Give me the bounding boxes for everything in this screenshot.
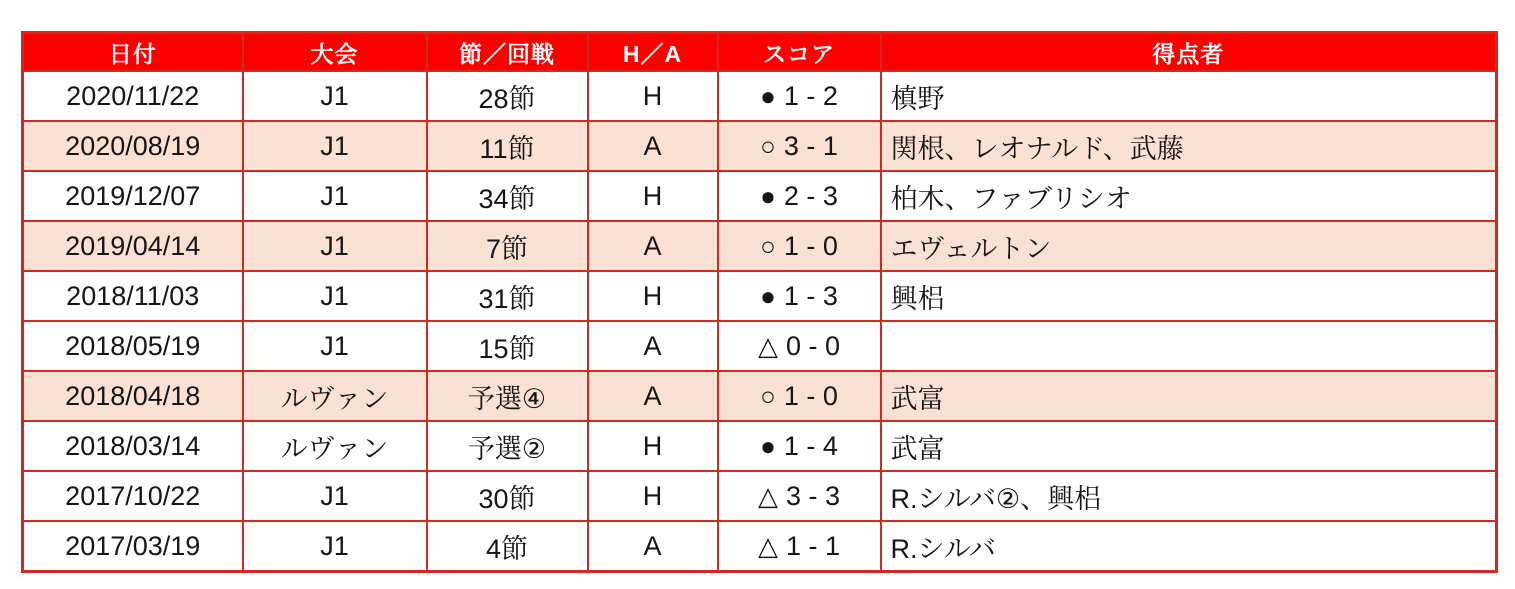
cell-round: 30節 [427, 471, 588, 521]
cell-scorers: 関根、レオナルド、武藤 [881, 121, 1497, 171]
cell-score [718, 71, 881, 121]
col-header-home-away: H／A [588, 33, 718, 72]
cell-score [718, 421, 881, 471]
cell-home-away: A [588, 121, 718, 171]
cell-home-away: H [588, 71, 718, 121]
cell-round: 11節 [427, 121, 588, 171]
cell-home-away: A [588, 221, 718, 271]
cell-round: 34節 [427, 171, 588, 221]
score-text: 1 - 0 [783, 230, 838, 261]
result-mark-icon: ● [760, 80, 776, 111]
cell-scorers: エヴェルトン [881, 221, 1497, 271]
cell-competition: J1 [243, 221, 427, 271]
cell-competition: J1 [243, 471, 427, 521]
score-text: 3 - 1 [783, 130, 838, 161]
cell-competition: ルヴァン [243, 371, 427, 421]
cell-score [718, 121, 881, 171]
cell-scorers: 柏木、ファブリシオ [881, 171, 1497, 221]
cell-date: 2017/03/19 [23, 521, 243, 572]
col-header-score: スコア [718, 33, 881, 72]
cell-date: 2018/03/14 [23, 421, 243, 471]
table-row [23, 321, 1497, 371]
cell-score [718, 471, 881, 521]
match-history-table [21, 31, 1498, 573]
cell-scorers: 武富 [881, 371, 1497, 421]
cell-scorers: 槙野 [881, 71, 1497, 121]
cell-round: 31節 [427, 271, 588, 321]
cell-score [718, 371, 881, 421]
cell-score [718, 271, 881, 321]
result-mark-icon: ○ [760, 130, 776, 161]
cell-date: 2019/12/07 [23, 171, 243, 221]
cell-scorers: 興梠 [881, 271, 1497, 321]
score-text: 1 - 4 [783, 430, 838, 461]
cell-scorers: R.シルバ [881, 521, 1497, 572]
cell-date: 2018/11/03 [23, 271, 243, 321]
score-text: 3 - 3 [785, 480, 841, 511]
col-header-round: 節／回戦 [427, 33, 588, 72]
table-row [23, 171, 1497, 221]
cell-competition: J1 [243, 171, 427, 221]
cell-competition: J1 [243, 521, 427, 572]
cell-date: 2020/08/19 [23, 121, 243, 171]
col-header-date: 日付 [23, 33, 243, 72]
cell-home-away: A [588, 321, 718, 371]
cell-home-away: A [588, 371, 718, 421]
cell-scorers: R.シルバ②、興梠 [881, 471, 1497, 521]
col-header-competition: 大会 [243, 33, 427, 72]
result-mark-icon: ● [760, 430, 776, 461]
cell-competition: J1 [243, 121, 427, 171]
score-text: 1 - 2 [783, 80, 838, 111]
cell-score [718, 221, 881, 271]
cell-score [718, 321, 881, 371]
cell-date: 2017/10/22 [23, 471, 243, 521]
table-row [23, 121, 1497, 171]
cell-home-away: H [588, 471, 718, 521]
cell-round: 28節 [427, 71, 588, 121]
cell-score [718, 171, 881, 221]
result-mark-icon: △ [757, 330, 778, 361]
cell-scorers [881, 321, 1497, 371]
match-history-table-container [21, 31, 1498, 573]
score-text: 0 - 0 [785, 330, 841, 361]
table-row [23, 421, 1497, 471]
table-header [23, 33, 1497, 72]
cell-date: 2020/11/22 [23, 71, 243, 121]
result-mark-icon: ● [760, 280, 776, 311]
cell-round: 予選② [427, 421, 588, 471]
col-header-scorers: 得点者 [881, 33, 1497, 72]
cell-home-away: H [588, 171, 718, 221]
cell-competition: ルヴァン [243, 421, 427, 471]
table-row [23, 471, 1497, 521]
cell-competition: J1 [243, 271, 427, 321]
result-mark-icon: ○ [760, 230, 776, 261]
result-mark-icon: ● [760, 180, 776, 211]
cell-home-away: A [588, 521, 718, 572]
table-row [23, 221, 1497, 271]
cell-date: 2018/05/19 [23, 321, 243, 371]
table-row [23, 521, 1497, 572]
cell-score [718, 521, 881, 572]
cell-round: 予選④ [427, 371, 588, 421]
cell-scorers: 武富 [881, 421, 1497, 471]
cell-round: 7節 [427, 221, 588, 271]
cell-competition: J1 [243, 321, 427, 371]
score-text: 1 - 3 [783, 280, 838, 311]
score-text: 1 - 0 [783, 380, 838, 411]
score-text: 1 - 1 [785, 530, 841, 561]
result-mark-icon: ○ [760, 380, 776, 411]
header-row [23, 33, 1497, 72]
cell-round: 15節 [427, 321, 588, 371]
cell-home-away: H [588, 421, 718, 471]
table-row [23, 371, 1497, 421]
table-row [23, 71, 1497, 121]
cell-date: 2019/04/14 [23, 221, 243, 271]
cell-round: 4節 [427, 521, 588, 572]
match-table-body [23, 71, 1497, 572]
result-mark-icon: △ [757, 530, 778, 561]
table-row [23, 271, 1497, 321]
result-mark-icon: △ [757, 480, 778, 511]
cell-competition: J1 [243, 71, 427, 121]
cell-date: 2018/04/18 [23, 371, 243, 421]
score-text: 2 - 3 [783, 180, 838, 211]
cell-home-away: H [588, 271, 718, 321]
